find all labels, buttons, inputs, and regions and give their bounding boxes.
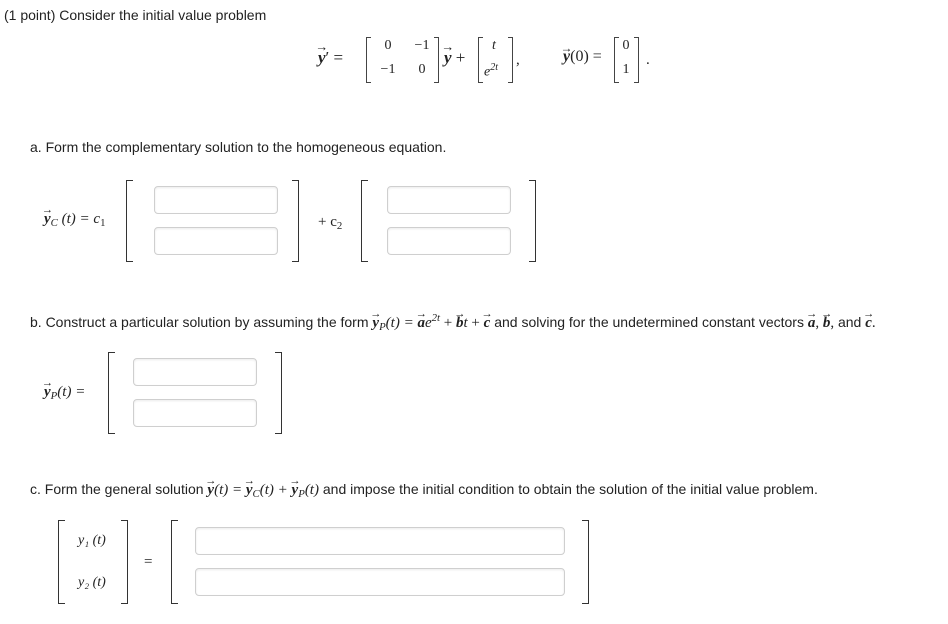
part-a-lhs: $y \to_C$ $(t) = c_1$ xyxy=(44,211,105,229)
part-a-vector1-bottom-input[interactable] xyxy=(154,227,278,255)
y1-label: y₁ (t) xyxy=(78,533,106,548)
y-prime: y →′ = xyxy=(318,48,343,68)
part-c-y2-input[interactable] xyxy=(195,568,565,596)
matrix-a11: 0 xyxy=(384,38,392,53)
matrix-a12: −1 xyxy=(414,38,430,53)
part-b-top-input[interactable] xyxy=(133,358,257,386)
part-c-instructions: c. Form the general solution $y \to(t) = y \to_C(t) + y \to_P(t)$ and impose the initial condition to obtain the solution of the initial value problem. xyxy=(30,481,818,500)
part-b-bottom-input[interactable] xyxy=(133,399,257,427)
equals-sign: = xyxy=(144,554,153,570)
part-c-y1-input[interactable] xyxy=(195,527,565,555)
part-a-c2: + $c_2$ xyxy=(318,214,343,233)
ic-top: 0 xyxy=(622,38,630,53)
part-a-instructions: a. Form the complementary solution to the homogeneous equation. xyxy=(30,139,447,155)
part-a-vector2-bottom-input[interactable] xyxy=(387,227,511,255)
part-a-vector2-top-input[interactable] xyxy=(387,186,511,214)
problem-prompt: (1 point) Consider the initial value problem xyxy=(4,7,267,23)
part-a-vector1-top-input[interactable] xyxy=(154,186,278,214)
part-b-instructions: b. Construct a particular solution by assuming the form $y \to_P(t) = a \to e^{2t} + b \to t + c$ → and solving for the undetermined constant vectors a →, b →, and c →. xyxy=(30,312,876,333)
initial-condition-label: y →(0) = xyxy=(563,48,602,66)
forcing-top: t xyxy=(492,38,496,53)
forcing-bottom: $e^{2t}$ xyxy=(484,62,499,80)
ic-bottom: 1 xyxy=(622,62,630,77)
y2-label: y₂ (t) xyxy=(78,575,106,590)
part-b-lhs: $y \to_P(t)$ = xyxy=(44,384,85,402)
matrix-a21: −1 xyxy=(380,62,396,77)
matrix-a22: 0 xyxy=(418,62,426,77)
